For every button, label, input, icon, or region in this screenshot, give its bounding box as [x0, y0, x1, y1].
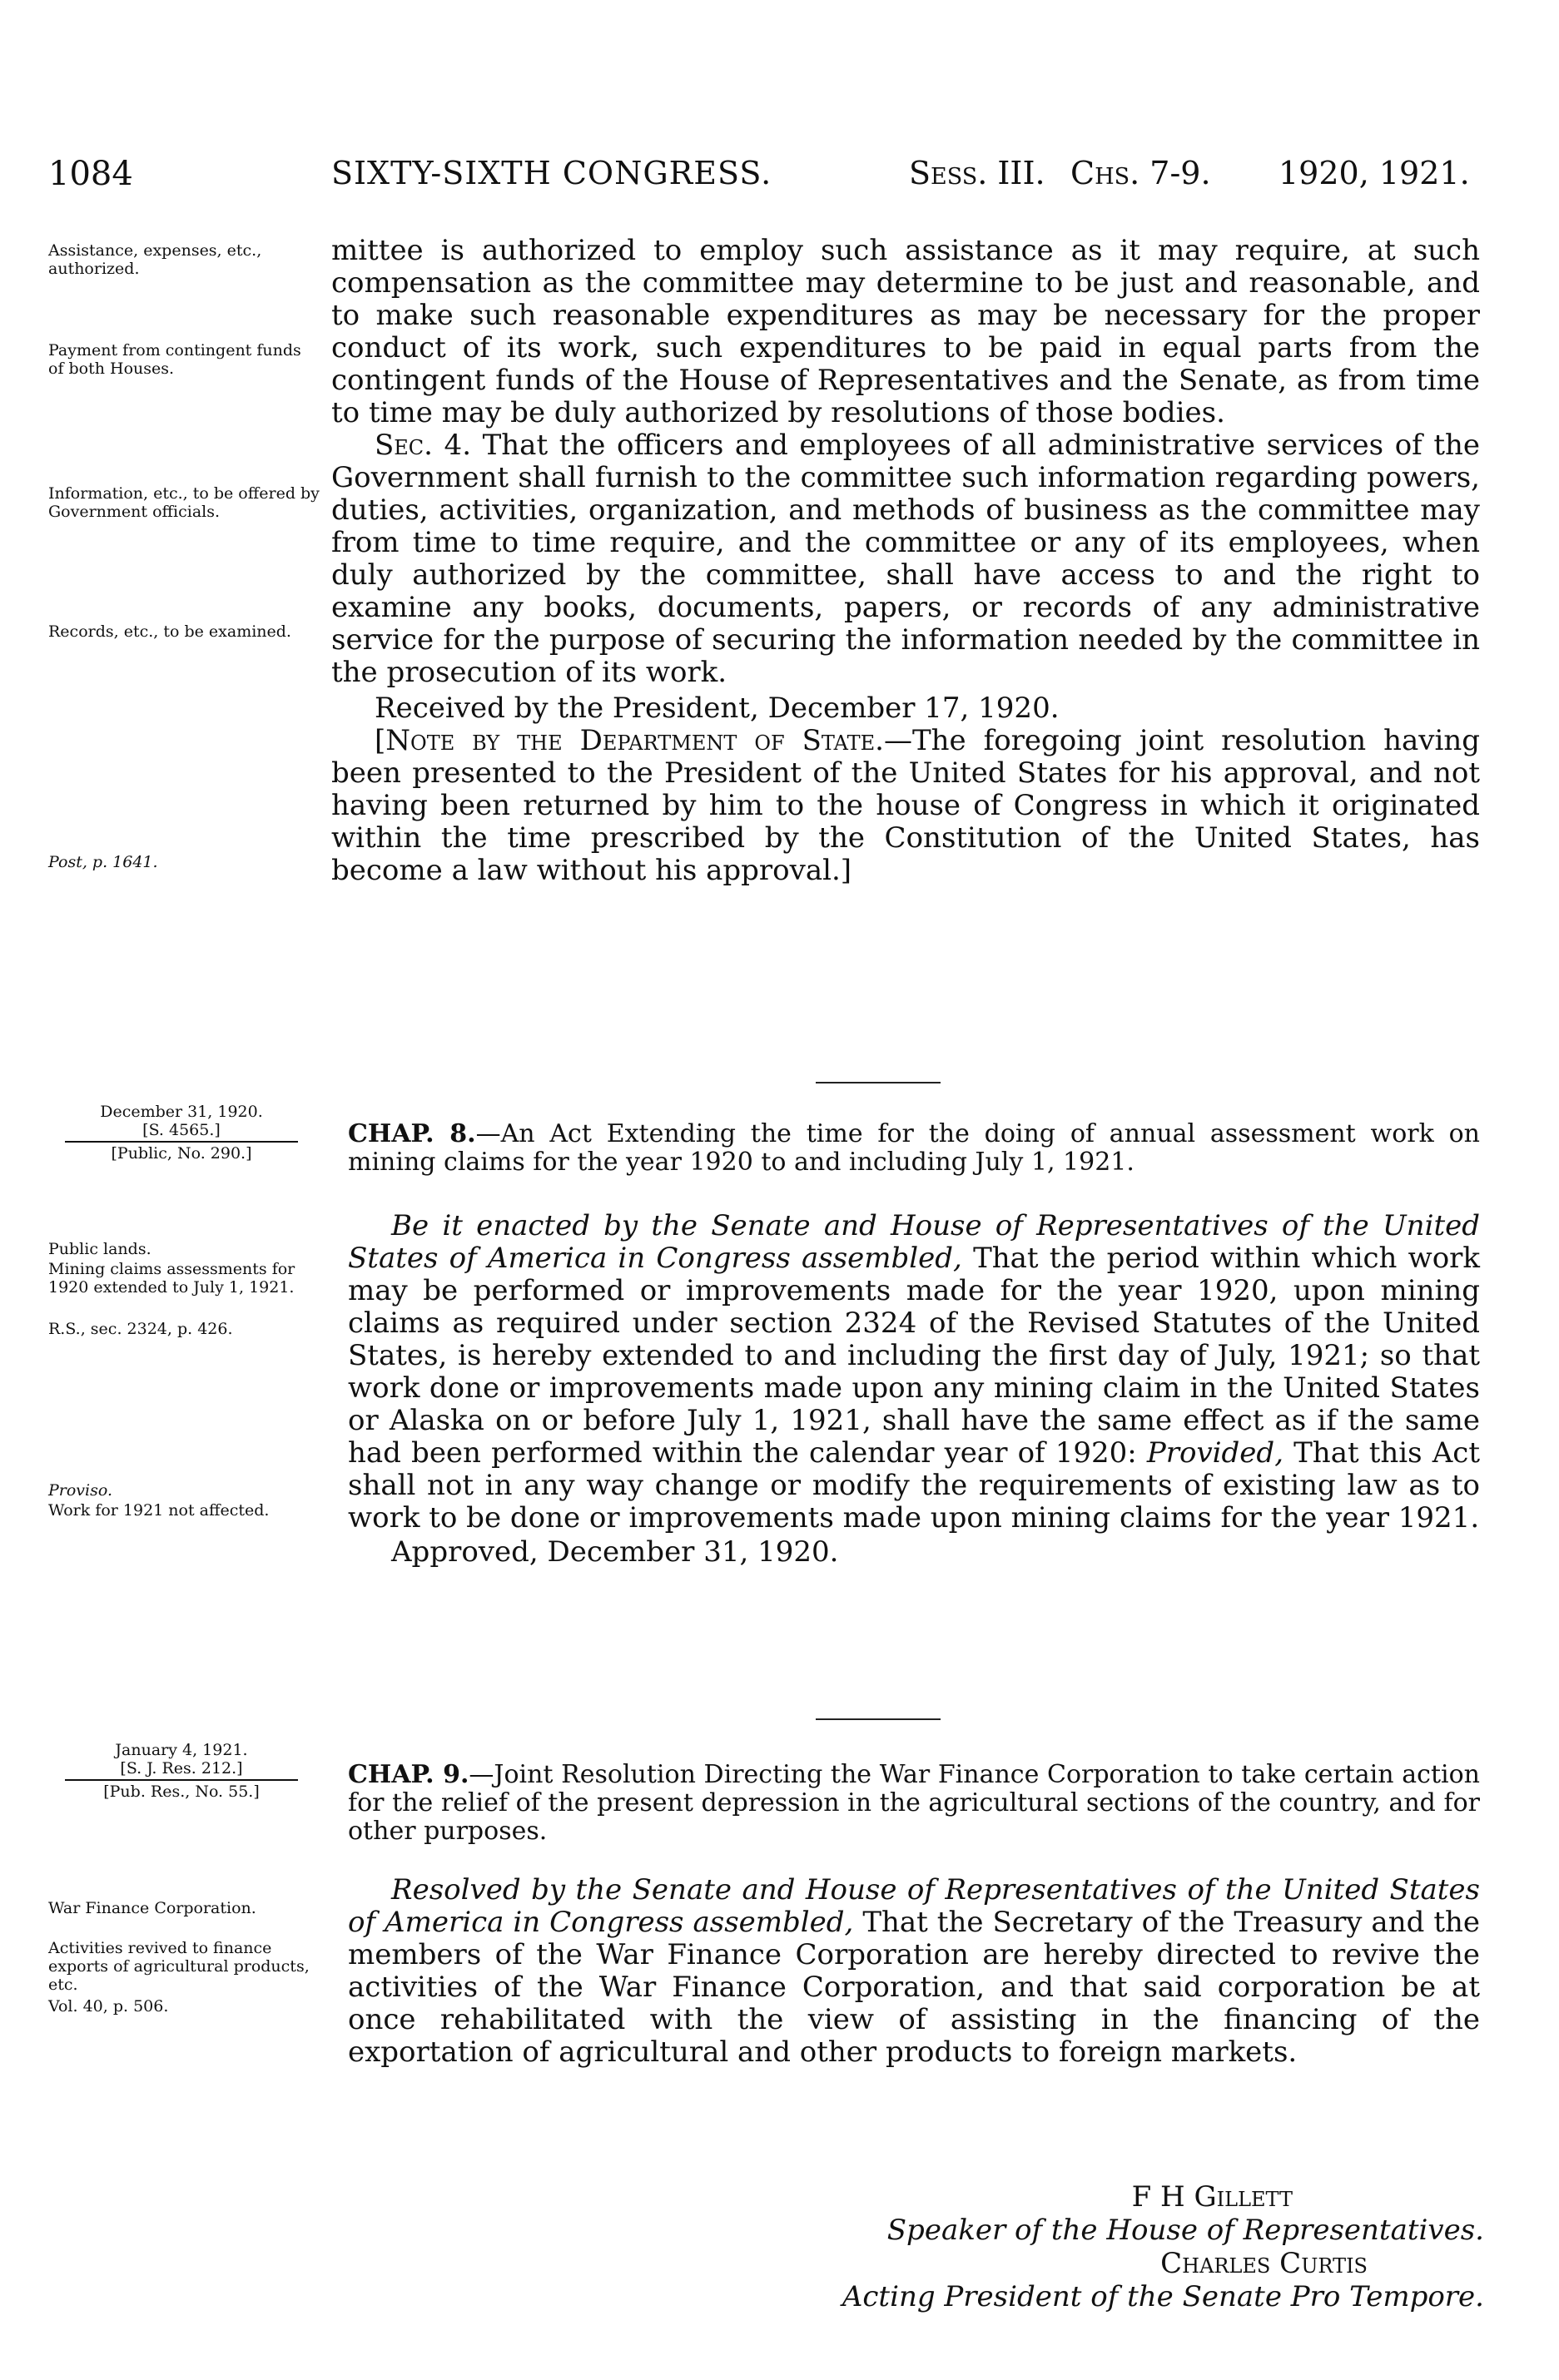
margin-note-proviso: Proviso. [48, 1481, 113, 1500]
chap8-text-1: That the period within which work may be performed or improvements made for the year 1920, upon mining claims as required under section 2324 of the Revised Statutes of the United States, is hereby extended to and including the first day of July, 1921; so that work done or improvements made upon any mining claim in the United States or Alaska on or before July 1, 1921, shall have the same effect as if the same had been performed within the calendar year of 1920: [348, 1242, 1481, 1470]
chap8-body [348, 1210, 1480, 1569]
chap7-section-4 [331, 429, 1480, 689]
margin-note-records: Records, etc., to be examined. [48, 622, 291, 641]
margin-note-work-1921: Work for 1921 not affected. [48, 1501, 270, 1520]
chap9-date: January 4, 1921. [115, 1741, 248, 1759]
note-text: —The foregoing joint resolution having been presented to the President of the United States for his approval, and not having been returned by him to the house of Congress in which it originated within the time prescribed by the Constitution of the United States, has become a law without his approval.] [331, 724, 1480, 887]
chap8-enacting-clause: Be it enacted by the Senate and House of Representatives of the United States of America in Congress assembled, [348, 1209, 1480, 1275]
chap9-body [348, 1874, 1480, 2069]
chap8-date: December 31, 1920. [100, 1103, 263, 1121]
years-label: 1920, 1921. [1278, 155, 1470, 191]
chap9-heading [348, 1761, 1480, 1846]
chap8-enacting-paragraph [348, 1210, 1480, 1535]
chap9-resolving-paragraph [348, 1874, 1480, 2069]
chap8-heading [348, 1120, 1480, 1177]
margin-note-activities: Activities revived to finance exports of agricultural products, etc. [48, 1939, 310, 1994]
running-header [48, 155, 1488, 201]
note-label: [Note by the Department of State. [375, 724, 884, 757]
chap9-title: —Joint Resolution Directing the War Finance Corporation to take certain action for the relief of the present depression in the agricultural sections of the country, and for other purposes. [348, 1760, 1480, 1846]
signature-block [735, 2180, 1484, 2313]
chap8-date-block [48, 1103, 315, 1163]
signature-gillett-title: Speaker of the House of Representatives. [886, 2214, 1484, 2247]
chap9-label: CHAP. 9. [348, 1760, 469, 1789]
section-4-text: That the officers and employees of all administrative services of the Government shall furnish to the committee such information regarding powers, duties, activities, organization, and methods of business as the committee may from time to time require, and the committee or any of its employees, when duly authorized by the committee, shall have access to and the right to examine any books, documents, papers, or records of any administrative service for the purpose of securing the information needed by the committee in the prosecution of its work. [331, 429, 1481, 689]
signature-curtis-title: Acting President of the Senate Pro Tempore. [842, 2280, 1484, 2313]
chap8-label: CHAP. 8. [348, 1119, 476, 1148]
state-department-note [331, 725, 1480, 887]
margin-note-rs-reference: R.S., sec. 2324, p. 426. [48, 1320, 233, 1338]
chap7-body [331, 235, 1480, 887]
chap8-public-number: [Public, No. 290.] [111, 1144, 252, 1163]
section-divider-2 [816, 1718, 941, 1720]
congress-title: SIXTY-SIXTH CONGRESS. [331, 155, 772, 191]
margin-note-public-lands: Public lands. [48, 1240, 151, 1258]
signature-curtis-name: Charles Curtis [1160, 2247, 1368, 2280]
margin-note-mining-claims: Mining claims assessments for 1920 extended to July 1, 1921. [48, 1260, 295, 1297]
chap8-provided: Provided, [1146, 1436, 1283, 1470]
margin-note-post: Post, p. 1641. [48, 853, 158, 871]
chap9-resolution-number: [S. J. Res. 212.] [120, 1759, 243, 1778]
chap8-approved: Approved, December 31, 1920. [391, 1535, 839, 1569]
chap9-resolving-clause: Resolved by the Senate and House of Representatives of the United States of America in Congress assembled, [348, 1873, 1480, 1939]
margin-note-information: Information, etc., to be offered by Government officials. [48, 484, 320, 521]
chap9-date-block [48, 1741, 315, 1801]
chap9-public-resolution-number: [Pub. Res., No. 55.] [103, 1783, 260, 1801]
margin-note-assistance: Assistance, expenses, etc., authorized. [48, 241, 262, 278]
page-number: 1084 [48, 155, 133, 193]
signature-gillett-name: F H Gillett [1131, 2180, 1293, 2214]
margin-note-volume-reference: Vol. 40, p. 506. [48, 1997, 169, 2016]
chap8-text-2: That this Act shall not in any way change or modify the requirements of existing law as to work to be done or improvements made upon mining claims for the year 1921. [348, 1436, 1481, 1535]
session-label: Sess. III. [909, 155, 1045, 191]
chap8-bill-number: [S. 4565.] [142, 1121, 221, 1139]
chap8-date-rule [65, 1141, 298, 1143]
chapters-label: Chs. 7-9. [1070, 155, 1211, 191]
chap8-title: —An Act Extending the time for the doing of annual assessment work on mining claims for the year 1920 to and including July 1, 1921. [348, 1119, 1480, 1177]
chap7-paragraph-1: mittee is authorized to employ such assistance as it may require, at such compensation as the committee may determine to be just and reasonable, and to make such reasonable expenditures as may be necessary for the proper conduct of its work, such expenditures to be paid in equal parts from the contingent funds of the House of Representatives and the Senate, as from time to time may be duly authorized by resolutions of those bodies. [331, 234, 1480, 429]
section-divider-1 [816, 1082, 941, 1083]
margin-note-payment: Payment from contingent funds of both Houses. [48, 341, 301, 378]
margin-note-war-finance: War Finance Corporation. [48, 1899, 256, 1917]
received-line: Received by the President, December 17, 1920. [375, 692, 1060, 725]
chap9-text: That the Secretary of the Treasury and the members of the War Finance Corporation are hereby directed to revive the activities of the War Finance Corporation, and that said corporation be at once rehabilitated with the view of assisting in the financing of the exportation of agricultural and other products to foreign markets. [348, 1906, 1481, 2069]
chap9-date-rule [65, 1779, 298, 1781]
section-4-label: Sec. 4. [375, 429, 472, 462]
